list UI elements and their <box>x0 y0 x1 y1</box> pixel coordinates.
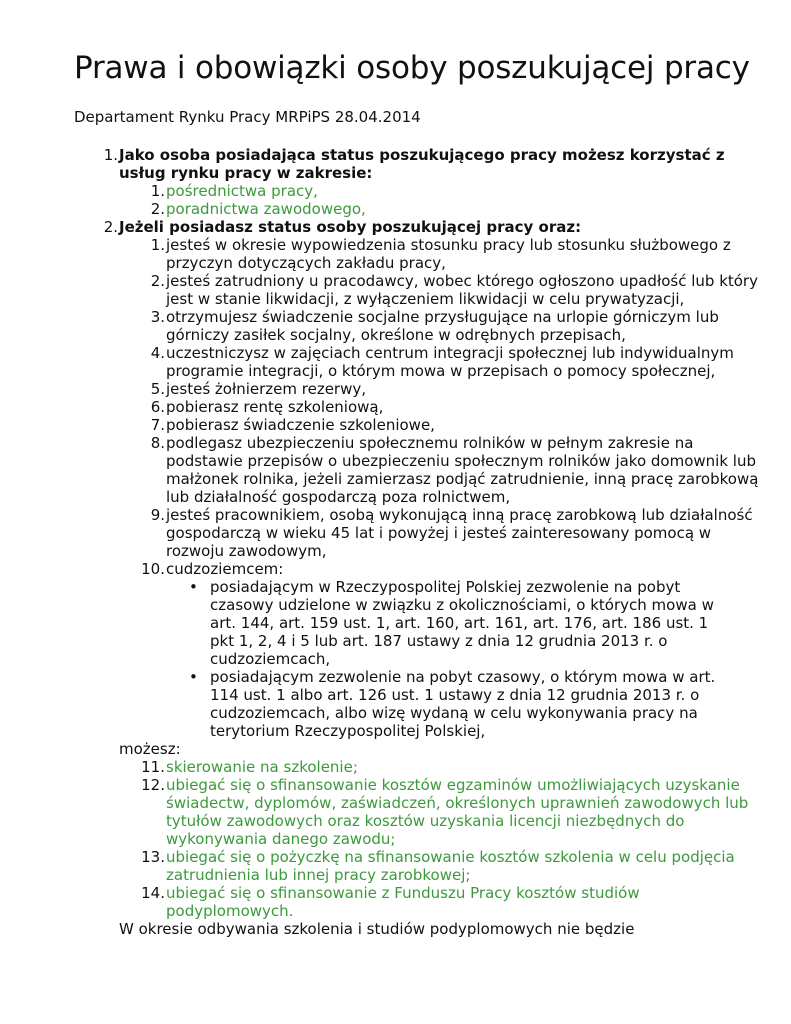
list-item-text: jesteś zatrudniony u pracodawcy, wobec którego ogłoszono upadłość lub który jest w stanie likwidacji, z wyłączeniem likwidacji w celu prywatyzacji, <box>166 272 758 308</box>
list-item[interactable] <box>74 776 764 848</box>
bullet-text: posiadającym zezwolenie na pobyt czasowy, o którym mowa w art. 114 ust. 1 albo art. 126 ust. 1 ustawy z dnia 12 grudnia 2013 r. o cudzoziemcach, albo wizę wydaną w celu wykonywania pracy na terytorium Rzeczypospolitej Polskiej, <box>210 668 716 740</box>
list-item <box>74 398 764 416</box>
list-number: 3. <box>150 308 165 326</box>
list-number: 9. <box>150 506 165 524</box>
list-number: 4. <box>150 344 165 362</box>
section-1-heading <box>74 146 764 182</box>
section-2-heading <box>74 218 764 236</box>
list-item <box>74 380 764 398</box>
list-number: 8. <box>150 434 165 452</box>
list-item-text: pobierasz świadczenie szkoleniowe, <box>166 416 435 434</box>
bullet-item <box>74 578 764 668</box>
document-page <box>74 50 764 938</box>
section-heading-text: Jako osoba posiadająca status poszukującego pracy możesz korzystać z usług rynku pracy w zakresie: <box>119 146 725 182</box>
list-number: 1. <box>150 182 165 200</box>
list-item <box>74 236 764 272</box>
document-body <box>74 146 764 938</box>
list-number: 1. <box>103 146 118 164</box>
list-item <box>74 506 764 560</box>
list-item-text: podlegasz ubezpieczeniu społecznemu rolników w pełnym zakresie na podstawie przepisów o ubezpieczeniu społecznym rolników jako domownik lub małżonek rolnika, jeżeli zamierzasz podjąć zatrudnienie, inną pracę zarobkową lub działalność gospodarczą poza rolnictwem, <box>166 434 759 506</box>
bullet-text: posiadającym w Rzeczypospolitej Polskiej zezwolenie na pobyt czasowy udzielone w związku z okolicznościami, o których mowa w art. 144, art. 159 ust. 1, art. 160, art. 161, art. 176, art. 186 ust. 1 pkt 1, 2, 4 i 5 lub art. 187 ustawy z dnia 12 grudnia 2013 r. o cudzoziemcach, <box>210 578 714 668</box>
list-item[interactable] <box>74 200 764 218</box>
list-number: 14. <box>141 884 165 902</box>
list-number: 2. <box>150 200 165 218</box>
list-number: 12. <box>141 776 165 794</box>
page-title: Prawa i obowiązki osoby poszukującej pracy <box>74 50 750 86</box>
list-number: 2. <box>103 218 118 236</box>
list-item[interactable] <box>74 884 764 920</box>
list-item-text: uczestniczysz w zajęciach centrum integracji społecznej lub indywidualnym programie integracji, o którym mowa w przepisach o pomocy społecznej, <box>166 344 734 380</box>
list-item-text: otrzymujesz świadczenie socjalne przysługujące na urlopie górniczym lub górniczy zasiłek socjalny, określone w odrębnych przepisach, <box>166 308 719 344</box>
closing-paragraph: W okresie odbywania szkolenia i studiów podyplomowych nie będzie <box>119 920 635 938</box>
studia-podyplomowe-link[interactable]: ubiegać się o sfinansowanie z Funduszu Pracy kosztów studiów podyplomowych. <box>166 884 640 920</box>
list-item[interactable] <box>74 848 764 884</box>
section-heading-text: Jeżeli posiadasz status osoby poszukującej pracy oraz: <box>119 218 582 236</box>
list-item <box>74 344 764 380</box>
list-item[interactable] <box>74 758 764 776</box>
mozesz-label: możesz: <box>119 740 181 758</box>
skierowanie-na-szkolenie-link[interactable]: skierowanie na szkolenie; <box>166 758 358 776</box>
list-number: 10. <box>141 560 165 578</box>
list-item <box>74 308 764 344</box>
list-number: 11. <box>141 758 165 776</box>
list-item-text: jesteś żołnierzem rezerwy, <box>166 380 367 398</box>
document-subtitle: Departament Rynku Pracy MRPiPS 28.04.2014 <box>74 108 421 126</box>
bullet-symbol: • <box>189 668 198 686</box>
poradnictwa-zawodowego-link[interactable]: poradnictwa zawodowego, <box>166 200 366 218</box>
posrednictwa-pracy-link[interactable]: pośrednictwa pracy, <box>166 182 318 200</box>
list-item-text: jesteś w okresie wypowiedzenia stosunku pracy lub stosunku służbowego z przyczyn dotyczących zakładu pracy, <box>166 236 731 272</box>
bullet-item <box>74 668 764 740</box>
list-item <box>74 272 764 308</box>
list-item[interactable] <box>74 182 764 200</box>
list-item <box>74 416 764 434</box>
list-number: 2. <box>150 272 165 290</box>
list-item <box>74 560 764 578</box>
list-item-text: jesteś pracownikiem, osobą wykonującą inną pracę zarobkową lub działalność gospodarczą w wieku 45 lat i powyżej i jesteś zainteresowany pomocą w rozwoju zawodowym, <box>166 506 753 560</box>
sfinansowanie-egzaminow-link[interactable]: ubiegać się o sfinansowanie kosztów egzaminów umożliwiających uzyskanie świadectw, dyplomów, zaświadczeń, określonych uprawnień zawodowych lub tytułów zawodowych oraz kosztów uzyskania licencji niezbędnych do wykonywania danego zawodu; <box>166 776 749 848</box>
list-number: 7. <box>150 416 165 434</box>
list-number: 6. <box>150 398 165 416</box>
list-item-text: pobierasz rentę szkoleniową, <box>166 398 384 416</box>
bullet-symbol: • <box>189 578 198 596</box>
list-item-text: cudzoziemcem: <box>166 560 284 578</box>
pozyczka-szkoleniowa-link[interactable]: ubiegać się o pożyczkę na sfinansowanie kosztów szkolenia w celu podjęcia zatrudnienia lub innej pracy zarobkowej; <box>166 848 735 884</box>
list-number: 1. <box>150 236 165 254</box>
list-number: 5. <box>150 380 165 398</box>
list-item <box>74 434 764 506</box>
list-number: 13. <box>141 848 165 866</box>
